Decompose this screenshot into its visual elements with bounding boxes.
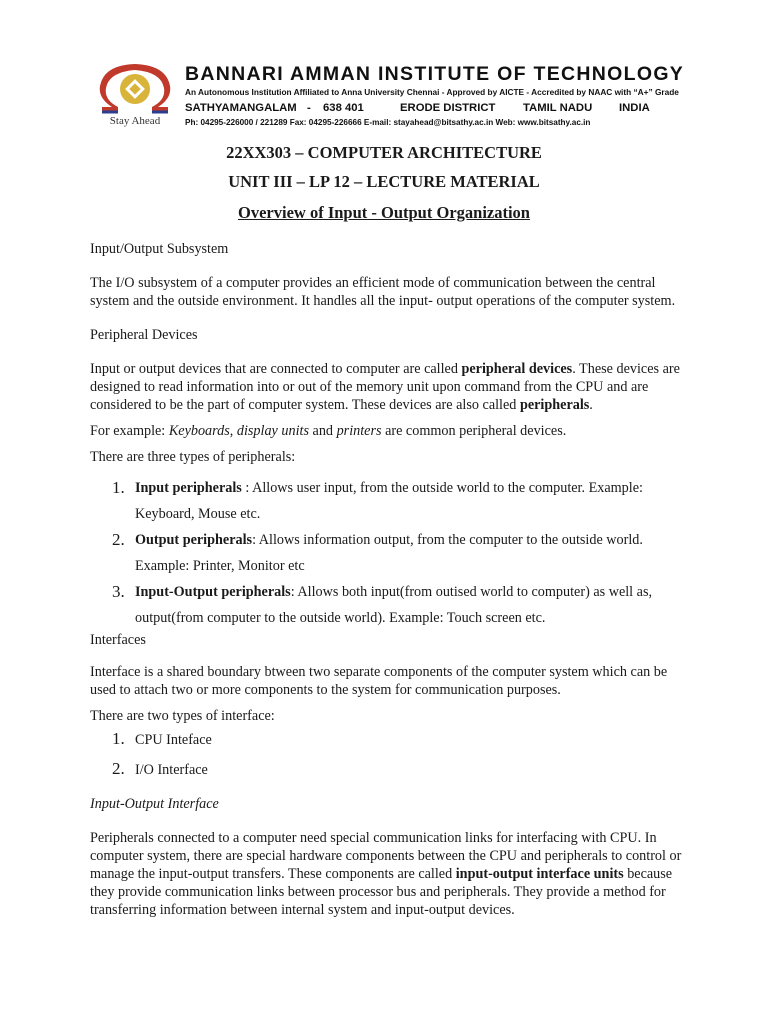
- unit-title: UNIT III – LP 12 – LECTURE MATERIAL: [228, 172, 540, 191]
- paragraph-io-subsystem: The I/O subsystem of a computer provides an efficient mode of communication between the central system and the outside environment. It handles all the input- output operations of the computer system.: [90, 275, 676, 309]
- italic-heading: Input-Output Interface: [90, 796, 219, 812]
- institution-logo: [92, 62, 178, 134]
- course-title: 22XX303 – COMPUTER ARCHITECTURE: [226, 143, 542, 162]
- list-number: 1.: [112, 729, 125, 748]
- italic-term: Keyboards: [168, 423, 230, 439]
- list-item: [90, 731, 688, 749]
- letterhead: [90, 62, 690, 134]
- section-heading-io-subsystem: Input/Output Subsystem: [90, 241, 229, 257]
- paragraph-io-interface: [90, 829, 688, 919]
- bold-term: Output peripherals: [135, 532, 253, 548]
- document-body: [90, 240, 688, 919]
- location-dash: -: [307, 102, 311, 114]
- list-item: [90, 528, 688, 579]
- text-run: because they provide communication links between processor bus and peripherals. They provide a method for transferring information between internal system and input-output devices.: [90, 866, 673, 918]
- italic-term: printers: [336, 423, 382, 439]
- text-run: Peripherals connected to a computer need special communication links for interfacing with CPU. In computer system, there are special hardware components between the CPU and peripherals to control or manage the input-output transfers. These components are called: [90, 830, 682, 882]
- list-number: 2.: [112, 530, 125, 549]
- italic-term: display units: [236, 423, 309, 439]
- section-heading-io-interface: [90, 795, 688, 813]
- bold-term: input-output interface units: [455, 866, 624, 882]
- peripheral-types-list: [90, 476, 688, 631]
- section-heading-interfaces: Interfaces: [90, 632, 146, 648]
- logo-tagline: Stay Ahead: [109, 115, 161, 127]
- institution-contact: Ph: 04295-226000 / 221289 Fax: 04295-226666 E-mail: stayahead@bitsathy.ac.in Web: www.bitsathy.ac.in: [185, 118, 591, 127]
- institution-location: [185, 100, 685, 116]
- list-item: [90, 761, 688, 779]
- list-item: [90, 476, 688, 527]
- list-text: : Allows information output, from the computer to the outside world. Example: Printer, Monitor etc: [135, 532, 643, 574]
- location-state: TAMIL NADU: [523, 102, 593, 114]
- omega-logo-icon: [92, 62, 178, 116]
- text-run: . These devices are designed to read information into or out of the memory unit upon command from the CPU and are considered to be the part of computer system. These devices are also called: [90, 361, 680, 413]
- text-run: are common peripheral devices.: [381, 423, 567, 439]
- bold-term: Input-Output peripherals: [135, 584, 291, 600]
- paragraph-interface-types-intro: There are two types of interface:: [90, 708, 275, 724]
- bold-term: peripherals: [519, 397, 590, 413]
- location-district: ERODE DISTRICT: [400, 102, 496, 114]
- list-text: : Allows user input, from the outside world to the computer. Example: Keyboard, Mouse etc.: [135, 480, 643, 522]
- list-item: [90, 580, 688, 631]
- text-run: and: [308, 423, 337, 439]
- section-heading-peripheral-devices: Peripheral Devices: [90, 327, 198, 343]
- institution-name: BANNARI AMMAN INSTITUTE OF TECHNOLOGY: [185, 63, 685, 85]
- bold-term: peripheral devices: [461, 361, 573, 377]
- location-pincode: 638 401: [323, 102, 364, 114]
- bold-term: Input peripherals: [135, 480, 242, 496]
- list-text: I/O Interface: [135, 762, 208, 778]
- paragraph-example: [90, 422, 688, 440]
- paragraph-peripheral-devices: [90, 360, 688, 414]
- text-run: For example:: [90, 423, 169, 439]
- institution-subtitle: An Autonomous Institution Affiliated to Anna University Chennai - Approved by AICTE - Accredited by NAAC with “A+” Grade: [185, 87, 679, 97]
- location-town: SATHYAMANGALAM: [185, 102, 297, 114]
- list-number: 2.: [112, 759, 125, 778]
- interface-types-list: [90, 731, 688, 779]
- list-text: : Allows both input(from outised world to computer) as well as, output(from computer to the outside world). Example: Touch screen etc.: [135, 584, 653, 626]
- institution-details: [185, 62, 685, 129]
- paragraph-interfaces: Interface is a shared boundary btween two separate components of the computer system which can be used to attach two or more components to the system for communication purposes.: [90, 664, 668, 698]
- text-run: Input or output devices that are connected to computer are called: [90, 361, 462, 377]
- list-number: 1.: [112, 478, 125, 497]
- list-text: CPU Inteface: [135, 732, 212, 748]
- text-run: .: [589, 397, 593, 413]
- location-country: INDIA: [619, 102, 650, 114]
- text-run: ,: [229, 423, 237, 439]
- topic-title: Overview of Input - Output Organization: [238, 203, 530, 222]
- paragraph-types-intro: There are three types of peripherals:: [90, 449, 296, 465]
- list-number: 3.: [112, 582, 125, 601]
